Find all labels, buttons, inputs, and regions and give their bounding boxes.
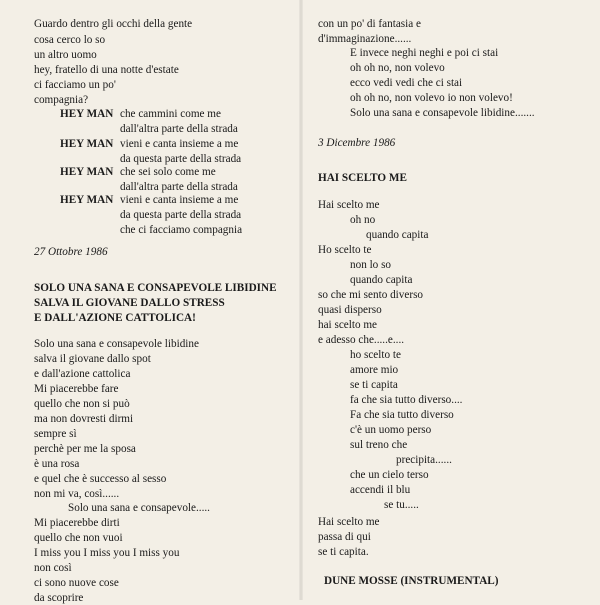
lyric-line: è una rosa — [34, 458, 80, 470]
song-title: SALVA IL GIOVANE DALLO STRESS — [34, 297, 225, 309]
lyric-line: da scoprire — [34, 592, 84, 604]
lyric-line: c'è un uomo perso — [350, 424, 432, 436]
lyric-line: ma non dovresti dirmi — [34, 413, 134, 425]
date-label: 3 Dicembre 1986 — [318, 137, 396, 149]
lyric-line: Guardo dentro gli occhi della gente — [34, 18, 193, 30]
lyric-line: ho scelto te — [350, 349, 401, 361]
lyric-line: da questa parte della strada — [120, 209, 242, 221]
lyric-line: non mi va, così...... — [34, 488, 120, 500]
lyric-line: sempre sì — [34, 428, 77, 440]
lyric-line: Ho scelto te — [318, 244, 372, 256]
lyric-line: Mi piacerebbe fare — [34, 383, 119, 395]
lyric-line: perchè per me la sposa — [34, 443, 136, 455]
lyric-line: ecco vedi vedi che ci stai — [350, 77, 463, 89]
lyric-line: fa che sia tutto diverso.... — [350, 394, 463, 406]
lyric-line: oh oh no, non volevo — [350, 62, 445, 74]
lyric-line: salva il giovane dallo spot — [34, 353, 151, 365]
song-title: SOLO UNA SANA E CONSAPEVOLE LIBIDINE — [34, 282, 277, 294]
lyric-line: quello che non vuoi — [34, 532, 123, 544]
lyric-line: che cammini come me — [120, 108, 221, 120]
lyric-line: un altro uomo — [34, 49, 97, 61]
lyric-line: quando capita — [350, 274, 413, 286]
lyric-line: non lo so — [350, 259, 392, 271]
lyric-line: non così — [34, 562, 72, 574]
lyric-line: ci sono nuove cose — [34, 577, 119, 589]
song-title: HAI SCELTO ME — [318, 172, 407, 184]
lyric-line: oh no — [350, 214, 376, 226]
lyric-line: se ti capita. — [318, 546, 369, 558]
lyric-line: I miss you I miss you I miss you — [34, 547, 180, 559]
lyric-line: Fa che sia tutto diverso — [350, 409, 454, 421]
lyric-line: vieni e canta insieme a me — [120, 138, 239, 150]
lyric-line: e quel che è successo al sesso — [34, 473, 167, 485]
lyric-line: vieni e canta insieme a me — [120, 194, 239, 206]
lyric-line: Solo una sana e consapevole libidine....... — [350, 107, 535, 119]
lyric-line: cosa cerco lo so — [34, 34, 106, 46]
lyric-line: da questa parte della strada — [120, 153, 242, 165]
lyric-line: Mi piacerebbe dirti — [34, 517, 120, 529]
hey-man-label: HEY MAN — [60, 194, 114, 206]
lyric-line: ci facciamo un po' — [34, 79, 116, 91]
lyric-line: che sei solo come me — [120, 166, 216, 178]
lyric-line: se tu..... — [384, 499, 419, 511]
lyric-line: quello che non si può — [34, 398, 130, 410]
lyric-line: sul treno che — [350, 439, 408, 451]
lyric-line: so che mi sento diverso — [318, 289, 424, 301]
lyric-line: Hai scelto me — [318, 516, 380, 528]
lyric-line: accendi il blu — [350, 484, 411, 496]
lyric-line: passa di qui — [318, 531, 371, 543]
hey-man-label: HEY MAN — [60, 166, 114, 178]
lyric-line: hai scelto me — [318, 319, 378, 331]
song-title: E DALL'AZIONE CATTOLICA! — [34, 312, 196, 324]
lyric-line: Solo una sana e consapevole libidine — [34, 338, 199, 350]
lyric-line: d'immaginazione...... — [318, 33, 412, 45]
lyric-line: se ti capita — [350, 379, 398, 391]
instrumental-title: DUNE MOSSE (INSTRUMENTAL) — [324, 575, 499, 587]
lyric-line: Solo una sana e consapevole..... — [68, 502, 210, 514]
lyric-line: quasi disperso — [318, 304, 382, 316]
lyric-line: quando capita — [366, 229, 429, 241]
lyric-line: che ci facciamo compagnia — [120, 224, 243, 236]
lyric-line: e dall'azione cattolica — [34, 368, 131, 380]
lyric-line: E invece neghi neghi e poi ci stai — [350, 47, 499, 59]
lyric-line: compagnia? — [34, 94, 89, 106]
hey-man-label: HEY MAN — [60, 108, 114, 120]
lyric-line: dall'altra parte della strada — [120, 123, 238, 135]
lyric-line: con un po' di fantasia e — [318, 18, 421, 30]
lyric-line: amore mio — [350, 364, 399, 376]
hey-man-label: HEY MAN — [60, 138, 114, 150]
lyric-line: precipita...... — [396, 454, 452, 466]
lyric-line: e adesso che.....e.... — [318, 334, 405, 346]
lyric-line: oh oh no, non volevo io non volevo! — [350, 92, 513, 104]
lyric-line: Hai scelto me — [318, 199, 380, 211]
lyric-line: che un cielo terso — [350, 469, 429, 481]
lyric-line: dall'altra parte della strada — [120, 181, 238, 193]
lyric-line: hey, fratello di una notte d'estate — [34, 64, 179, 76]
page-fold — [299, 0, 303, 600]
date-label: 27 Ottobre 1986 — [34, 246, 108, 258]
